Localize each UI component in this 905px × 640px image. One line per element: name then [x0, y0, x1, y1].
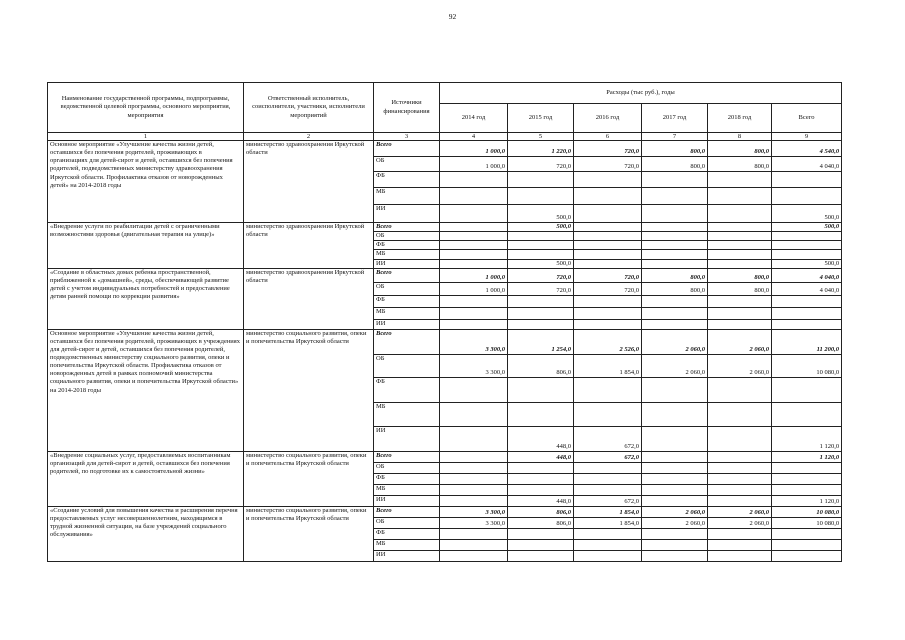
expenses-table	[47, 82, 842, 562]
year-value-cell	[708, 295, 772, 307]
funding-source: ОБ	[374, 462, 440, 473]
header-total: Всего	[772, 104, 842, 133]
table-row	[48, 223, 842, 232]
year-value-cell: 800,0	[708, 268, 772, 282]
column-number: 5	[508, 133, 574, 141]
year-value-cell	[642, 377, 708, 402]
year-value-cell	[440, 223, 508, 232]
executor-name: министерство здравоохранения Иркутской области	[244, 223, 374, 269]
year-value-cell	[574, 205, 642, 223]
header-year: 2015 год	[508, 104, 574, 133]
column-number: 7	[642, 133, 708, 141]
total-cell	[772, 188, 842, 205]
total-cell	[772, 295, 842, 307]
year-value-cell	[440, 495, 508, 506]
year-value-cell: 1 000,0	[440, 268, 508, 282]
header-source: Источники финансирования	[374, 83, 440, 133]
funding-source: Всего	[374, 329, 440, 354]
total-cell	[772, 402, 842, 426]
year-value-cell	[574, 550, 642, 561]
total-cell	[772, 528, 842, 539]
executor-name: министерство социального развития, опеки и попечительства Иркутской области	[244, 506, 374, 561]
funding-source: МБ	[374, 484, 440, 495]
year-value-cell	[642, 402, 708, 426]
year-value-cell: 1 000,0	[440, 141, 508, 157]
year-value-cell: 448,0	[508, 495, 574, 506]
year-value-cell: 2 526,0	[574, 329, 642, 354]
column-number: 1	[48, 133, 244, 141]
funding-source: ФБ	[374, 172, 440, 188]
year-value-cell	[508, 250, 574, 259]
year-value-cell	[574, 402, 642, 426]
year-value-cell	[440, 462, 508, 473]
year-value-cell	[708, 473, 772, 484]
year-value-cell	[642, 295, 708, 307]
year-value-cell	[440, 484, 508, 495]
year-value-cell: 500,0	[508, 205, 574, 223]
header-executor: Ответственный исполнитель, соисполнители, участники, исполнители мероприятий	[244, 83, 374, 133]
year-value-cell	[508, 232, 574, 241]
year-value-cell	[440, 172, 508, 188]
total-cell	[772, 307, 842, 319]
funding-source: ИИ	[374, 205, 440, 223]
year-value-cell	[642, 250, 708, 259]
year-value-cell: 800,0	[642, 157, 708, 172]
year-value-cell: 720,0	[508, 268, 574, 282]
year-value-cell	[708, 250, 772, 259]
year-value-cell	[508, 473, 574, 484]
year-value-cell: 500,0	[508, 223, 574, 232]
funding-source: ИИ	[374, 259, 440, 268]
year-value-cell	[708, 307, 772, 319]
funding-source: ФБ	[374, 241, 440, 250]
year-value-cell	[508, 295, 574, 307]
funding-source: Всего	[374, 141, 440, 157]
year-value-cell	[574, 295, 642, 307]
funding-source: МБ	[374, 307, 440, 319]
year-value-cell	[508, 377, 574, 402]
year-value-cell	[642, 172, 708, 188]
year-value-cell: 672,0	[574, 451, 642, 462]
table-row	[48, 329, 842, 354]
year-value-cell	[440, 451, 508, 462]
column-numbers-row	[48, 133, 842, 141]
executor-name: министерство здравоохранения Иркутской области	[244, 141, 374, 223]
year-value-cell	[440, 250, 508, 259]
funding-source: ФБ	[374, 473, 440, 484]
year-value-cell	[440, 539, 508, 550]
year-value-cell	[708, 241, 772, 250]
header-expenses: Расходы (тыс руб.), годы	[440, 83, 842, 104]
year-value-cell: 800,0	[708, 282, 772, 295]
year-value-cell	[574, 319, 642, 329]
header-year: 2014 год	[440, 104, 508, 133]
funding-source: ФБ	[374, 377, 440, 402]
year-value-cell	[574, 232, 642, 241]
funding-source: ФБ	[374, 295, 440, 307]
funding-source: МБ	[374, 402, 440, 426]
column-number: 3	[374, 133, 440, 141]
year-value-cell	[708, 550, 772, 561]
page-number: 92	[448, 12, 457, 21]
year-value-cell	[508, 550, 574, 561]
year-value-cell	[642, 528, 708, 539]
year-value-cell	[508, 462, 574, 473]
year-value-cell	[642, 319, 708, 329]
year-value-cell: 1 220,0	[508, 141, 574, 157]
activity-name: «Внедрение услуги по реабилитации детей с ограниченными возможностями здоровья (двигательная терапия на улице)»	[48, 223, 244, 269]
year-value-cell	[574, 307, 642, 319]
activity-name: Основное мероприятие «Улучшение качества жизни детей, оставшихся без попечения родителей, проживающих в учреждениях для детей-сирот и детей, оставшихся без попечения родителей, подведомственных министерству социального развития, опеки и попечительства Иркутской области. Профилактика отказов от новорожденных детей в рамках полномочий министерства социального развития, опеки и попечительства Иркутской области» на 2014-2018 годы	[48, 329, 244, 451]
year-value-cell: 806,0	[508, 506, 574, 517]
year-value-cell	[574, 473, 642, 484]
year-value-cell	[642, 188, 708, 205]
funding-source: Всего	[374, 506, 440, 517]
year-value-cell	[642, 484, 708, 495]
total-cell: 11 200,0	[772, 329, 842, 354]
total-cell: 1 120,0	[772, 426, 842, 451]
year-value-cell	[642, 223, 708, 232]
year-value-cell: 800,0	[642, 141, 708, 157]
funding-source: ОБ	[374, 517, 440, 528]
funding-source: МБ	[374, 188, 440, 205]
total-cell	[772, 377, 842, 402]
total-cell: 10 080,0	[772, 354, 842, 377]
year-value-cell	[708, 539, 772, 550]
year-value-cell	[642, 426, 708, 451]
year-value-cell: 800,0	[642, 282, 708, 295]
year-value-cell	[708, 528, 772, 539]
year-value-cell: 448,0	[508, 451, 574, 462]
year-value-cell	[642, 451, 708, 462]
year-value-cell	[642, 241, 708, 250]
year-value-cell	[440, 377, 508, 402]
year-value-cell: 448,0	[508, 426, 574, 451]
year-value-cell	[642, 550, 708, 561]
year-value-cell	[642, 232, 708, 241]
year-value-cell: 3 300,0	[440, 329, 508, 354]
funding-source: ИИ	[374, 319, 440, 329]
year-value-cell	[440, 241, 508, 250]
total-cell	[772, 473, 842, 484]
year-value-cell	[708, 426, 772, 451]
total-cell: 4 540,0	[772, 141, 842, 157]
year-value-cell	[440, 473, 508, 484]
year-value-cell	[440, 319, 508, 329]
header-year: 2018 год	[708, 104, 772, 133]
year-value-cell	[708, 188, 772, 205]
year-value-cell: 3 300,0	[440, 506, 508, 517]
year-value-cell	[642, 473, 708, 484]
funding-source: МБ	[374, 539, 440, 550]
funding-source: Всего	[374, 451, 440, 462]
year-value-cell	[574, 259, 642, 268]
total-cell: 4 040,0	[772, 268, 842, 282]
column-number: 9	[772, 133, 842, 141]
year-value-cell	[708, 484, 772, 495]
table-body	[48, 141, 842, 562]
year-value-cell: 720,0	[574, 141, 642, 157]
year-value-cell	[708, 377, 772, 402]
funding-source: МБ	[374, 250, 440, 259]
year-value-cell	[440, 188, 508, 205]
year-value-cell: 720,0	[574, 157, 642, 172]
funding-source: ФБ	[374, 528, 440, 539]
year-value-cell	[574, 188, 642, 205]
funding-source: Всего	[374, 268, 440, 282]
total-cell	[772, 550, 842, 561]
year-value-cell: 1 854,0	[574, 517, 642, 528]
total-cell: 1 120,0	[772, 495, 842, 506]
year-value-cell	[708, 259, 772, 268]
year-value-cell: 1 854,0	[574, 506, 642, 517]
year-value-cell	[642, 205, 708, 223]
year-value-cell: 2 060,0	[642, 354, 708, 377]
total-cell: 4 040,0	[772, 282, 842, 295]
year-value-cell	[642, 307, 708, 319]
total-cell	[772, 232, 842, 241]
year-value-cell	[574, 250, 642, 259]
funding-source: ИИ	[374, 495, 440, 506]
year-value-cell	[508, 528, 574, 539]
year-value-cell: 720,0	[574, 268, 642, 282]
year-value-cell	[642, 495, 708, 506]
year-value-cell: 800,0	[708, 157, 772, 172]
year-value-cell	[708, 172, 772, 188]
year-value-cell	[440, 232, 508, 241]
funding-source: ИИ	[374, 550, 440, 561]
year-value-cell	[574, 377, 642, 402]
year-value-cell	[440, 528, 508, 539]
year-value-cell: 2 060,0	[708, 506, 772, 517]
header-name: Наименование государственной программы, подпрограммы, ведомственной целевой программы, основного мероприятия, мероприятия	[48, 83, 244, 133]
funding-source: Всего	[374, 223, 440, 232]
year-value-cell: 2 060,0	[708, 517, 772, 528]
year-value-cell: 806,0	[508, 517, 574, 528]
activity-name: «Внедрение социальных услуг, предоставляемых воспитанникам организаций для детей-сирот и детей, оставшихся без попечения родителей, по подготовке их к самостоятельной жизни»	[48, 451, 244, 506]
year-value-cell: 720,0	[574, 282, 642, 295]
year-value-cell: 2 060,0	[642, 506, 708, 517]
total-cell	[772, 241, 842, 250]
executor-name: министерство здравоохранения Иркутской области	[244, 268, 374, 329]
table-row	[48, 141, 842, 157]
funding-source: ОБ	[374, 157, 440, 172]
year-value-cell	[574, 539, 642, 550]
table-row	[48, 451, 842, 462]
year-value-cell: 800,0	[642, 268, 708, 282]
year-value-cell: 500,0	[508, 259, 574, 268]
year-value-cell	[574, 484, 642, 495]
year-value-cell	[642, 539, 708, 550]
year-value-cell	[642, 462, 708, 473]
header-year: 2017 год	[642, 104, 708, 133]
total-cell: 10 080,0	[772, 506, 842, 517]
year-value-cell: 672,0	[574, 495, 642, 506]
column-number: 2	[244, 133, 374, 141]
year-value-cell: 806,0	[508, 354, 574, 377]
year-value-cell: 2 060,0	[642, 329, 708, 354]
activity-name: «Создание в областных домах ребенка пространственной, приближенной к «домашней», среды, обеспечивающей развитие детей с учетом индивидуальных потребностей и предоставление детям ранней помощи по коррекции развития»	[48, 268, 244, 329]
activity-name: Основное мероприятие «Улучшение качества жизни детей, оставшихся без попечения родителей, проживающих в организациях для детей-сирот и детей, оставшихся без попечения родителей, подведомственных министерству здравоохранения Иркутской области. Профилактика отказов от новорожденных детей» на 2014-2018 годы	[48, 141, 244, 223]
year-value-cell	[508, 402, 574, 426]
year-value-cell	[708, 462, 772, 473]
year-value-cell	[574, 241, 642, 250]
year-value-cell	[508, 484, 574, 495]
year-value-cell	[708, 223, 772, 232]
funding-source: ОБ	[374, 354, 440, 377]
total-cell	[772, 172, 842, 188]
funding-source: ИИ	[374, 426, 440, 451]
total-cell	[772, 539, 842, 550]
year-value-cell: 2 060,0	[708, 354, 772, 377]
year-value-cell	[708, 319, 772, 329]
year-value-cell	[574, 528, 642, 539]
total-cell: 500,0	[772, 205, 842, 223]
column-number: 4	[440, 133, 508, 141]
year-value-cell	[708, 232, 772, 241]
total-cell	[772, 319, 842, 329]
year-value-cell	[440, 259, 508, 268]
funding-source: ОБ	[374, 232, 440, 241]
year-value-cell: 1 854,0	[574, 354, 642, 377]
column-number: 6	[574, 133, 642, 141]
table-row	[48, 506, 842, 517]
year-value-cell	[642, 259, 708, 268]
year-value-cell	[440, 205, 508, 223]
column-number: 8	[708, 133, 772, 141]
year-value-cell	[440, 295, 508, 307]
total-cell	[772, 250, 842, 259]
total-cell	[772, 484, 842, 495]
year-value-cell: 3 300,0	[440, 517, 508, 528]
activity-name: «Создание условий для повышения качества и расширения перечня предоставляемых услуг несовершеннолетним, находящимся в трудной жизненной ситуации, на базе учреждений социального обслуживания»	[48, 506, 244, 561]
year-value-cell: 1 000,0	[440, 282, 508, 295]
year-value-cell: 672,0	[574, 426, 642, 451]
year-value-cell	[440, 550, 508, 561]
table-row	[48, 268, 842, 282]
year-value-cell	[574, 462, 642, 473]
total-cell: 1 120,0	[772, 451, 842, 462]
year-value-cell: 2 060,0	[642, 517, 708, 528]
total-cell: 10 080,0	[772, 517, 842, 528]
year-value-cell	[708, 495, 772, 506]
year-value-cell	[708, 205, 772, 223]
year-value-cell: 3 300,0	[440, 354, 508, 377]
year-value-cell: 800,0	[708, 141, 772, 157]
year-value-cell	[508, 241, 574, 250]
executor-name: министерство социального развития, опеки и попечительства Иркутской области	[244, 329, 374, 451]
year-value-cell: 1 254,0	[508, 329, 574, 354]
year-value-cell	[440, 426, 508, 451]
year-value-cell	[508, 539, 574, 550]
year-value-cell: 720,0	[508, 282, 574, 295]
header-year: 2016 год	[574, 104, 642, 133]
year-value-cell	[708, 451, 772, 462]
year-value-cell	[708, 402, 772, 426]
executor-name: министерство социального развития, опеки и попечительства Иркутской области	[244, 451, 374, 506]
year-value-cell	[508, 172, 574, 188]
year-value-cell	[440, 402, 508, 426]
year-value-cell	[508, 307, 574, 319]
total-cell	[772, 462, 842, 473]
year-value-cell: 720,0	[508, 157, 574, 172]
total-cell: 500,0	[772, 259, 842, 268]
year-value-cell	[508, 188, 574, 205]
year-value-cell: 2 060,0	[708, 329, 772, 354]
funding-source: ОБ	[374, 282, 440, 295]
total-cell: 4 040,0	[772, 157, 842, 172]
total-cell: 500,0	[772, 223, 842, 232]
year-value-cell	[574, 223, 642, 232]
year-value-cell	[440, 307, 508, 319]
year-value-cell: 1 000,0	[440, 157, 508, 172]
year-value-cell	[508, 319, 574, 329]
year-value-cell	[574, 172, 642, 188]
